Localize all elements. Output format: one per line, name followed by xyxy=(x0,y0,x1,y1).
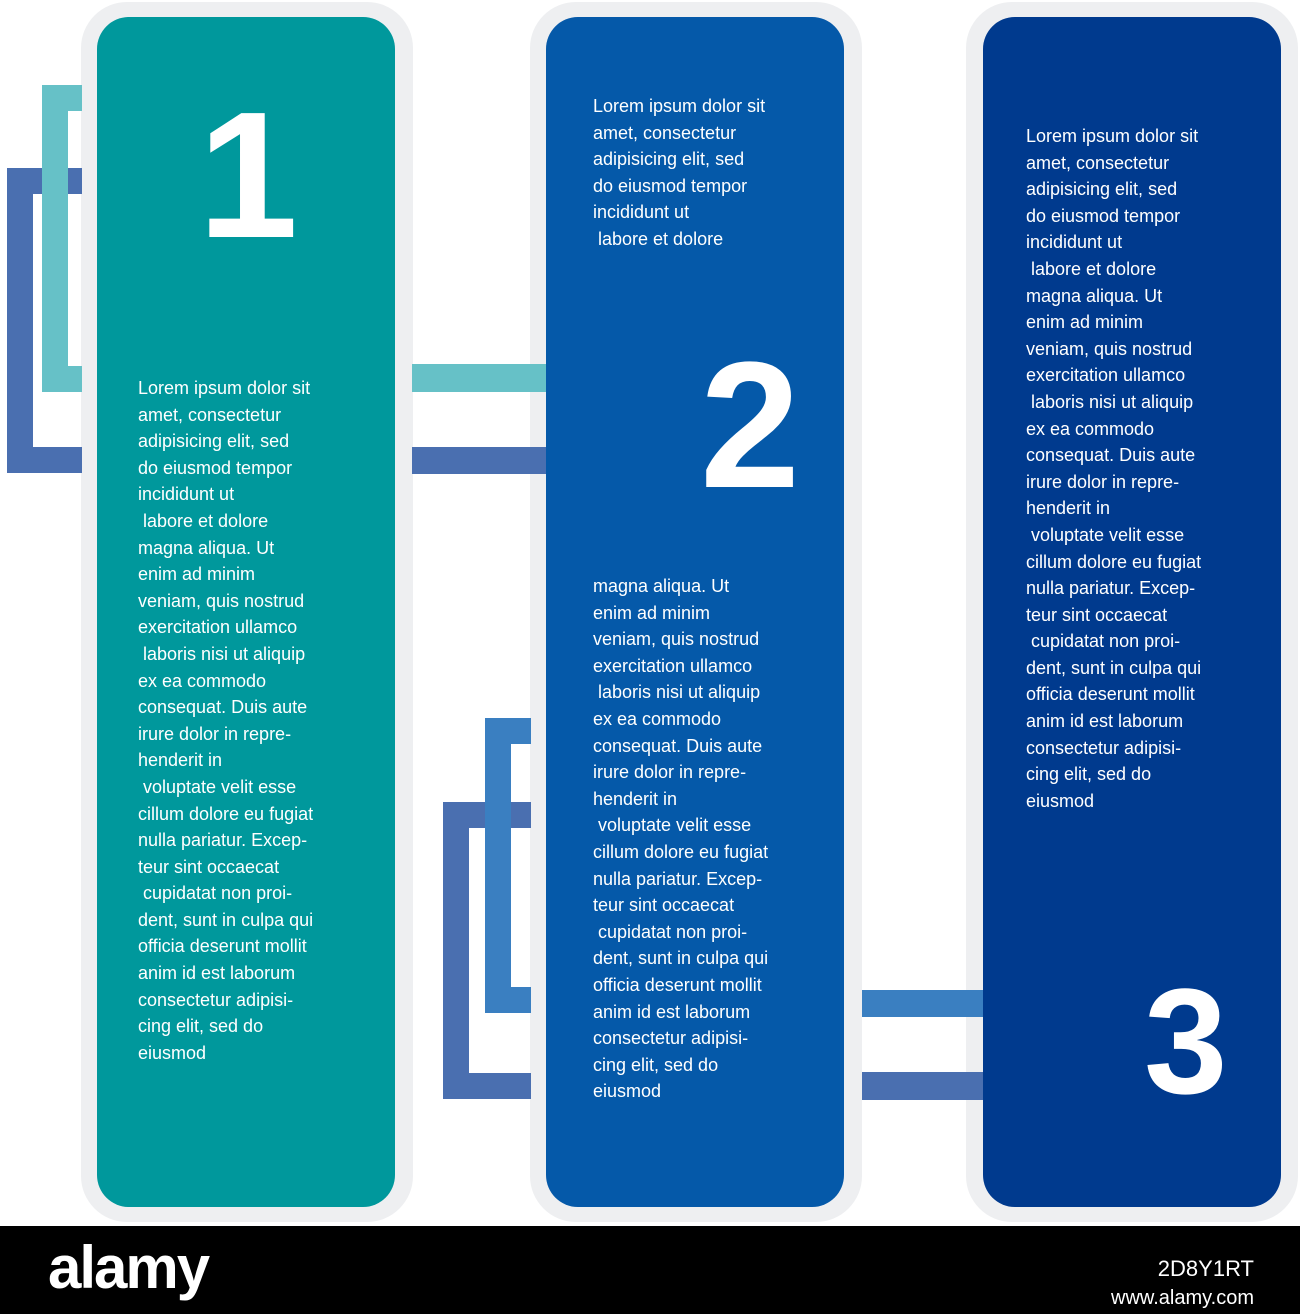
site-url: www.alamy.com xyxy=(1111,1287,1254,1309)
connector-2-light xyxy=(498,731,531,1000)
step-2-text-top: Lorem ipsum dolor sit amet, consectetur adipisicing elit, sed do eiusmod tempor incididunt ut labore et dolore xyxy=(593,96,766,249)
step-1-text: Lorem ipsum dolor sit amet, consectetur adipisicing elit, sed do eiusmod tempor incididunt ut labore et dolore magna aliqua. Ut enim ad minim veniam, quis nostrud exercitation ullamco laboris nisi ut aliquip ex ea commodo consequat. Duis aute irure dolor in repre- henderit in voluptate velit esse cillum dolore eu fugiat nulla pariatur. Excep- teur sint occaecat cupidatat non proi- dent, sunt in culpa qui officia deserunt mollit anim id est laborum consectetur adipisi- cing elit, sed do eiusmod xyxy=(138,378,314,1063)
step-2-text-bottom: magna aliqua. Ut enim ad minim veniam, quis nostrud exercitation ullamco laboris nisi ut aliquip ex ea commodo consequat. Duis aute irure dolor in repre- henderit in voluptate velit esse cillum dolore eu fugiat nulla pariatur. Excep- teur sint occaecat cupidatat non proi- dent, sunt in culpa qui officia deserunt mollit anim id est laborum consectetur adipisi- cing elit, sed do eiusmod xyxy=(593,576,769,1102)
step-3-text: Lorem ipsum dolor sit amet, consectetur adipisicing elit, sed do eiusmod tempor incididunt ut labore et dolore magna aliqua. Ut enim ad minim veniam, quis nostrud exercitation ullamco laboris nisi ut aliquip ex ea commodo consequat. Duis aute irure dolor in repre- henderit in voluptate velit esse cillum dolore eu fugiat nulla pariatur. Excep- teur sint occaecat cupidatat non proi- dent, sunt in culpa qui officia deserunt mollit anim id est laborum consectetur adipisi- cing elit, sed do eiusmod xyxy=(1026,126,1202,811)
connector-1-light xyxy=(55,98,82,379)
step-2-number: 2 xyxy=(700,325,801,526)
alamy-logo: alamy xyxy=(48,1234,209,1301)
arrow-1-dark-shaft xyxy=(412,447,560,474)
image-id: 2D8Y1RT xyxy=(1157,1256,1254,1281)
step-1-number: 1 xyxy=(198,75,299,276)
step-3-number: 3 xyxy=(1144,957,1228,1125)
